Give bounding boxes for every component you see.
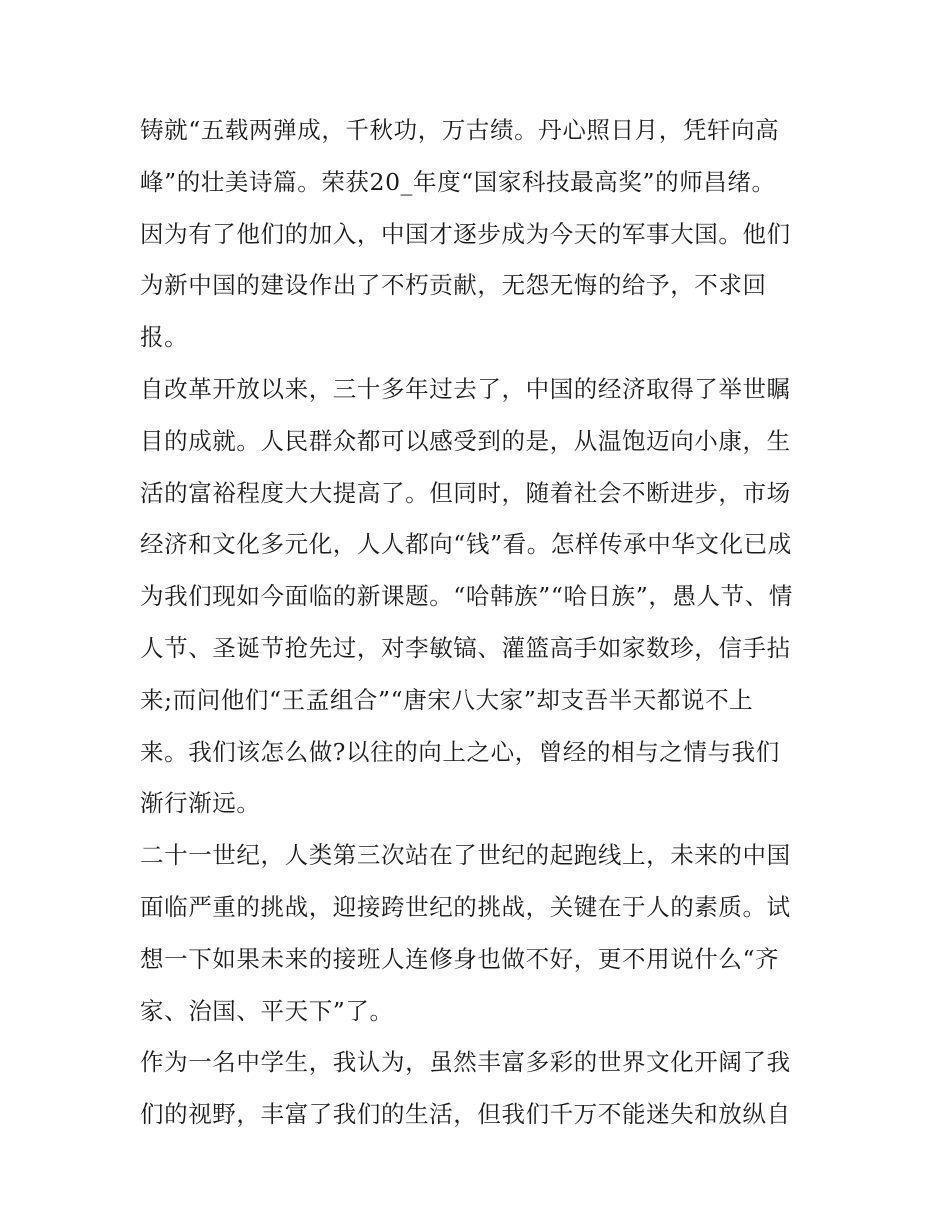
text-line: 面临严重的挑战，迎接跨世纪的挑战，关键在于人的素质。试 — [140, 892, 791, 921]
text-line: 目的成就。人民群众都可以感受到的是，从温饱迈向小康，生 — [140, 426, 791, 455]
text-line: 们的视野，丰富了我们的生活，但我们千万不能迷失和放纵自 — [140, 1100, 791, 1129]
text-line: 来。我们该怎么做?以往的向上之心，曾经的相与之情与我们 — [140, 737, 780, 766]
text-line: 铸就“五载两弹成，千秋功，万古绩。丹心照日月，凭轩向高 — [140, 116, 780, 144]
text-line: 为我们现如今面临的新课题。“哈韩族”“哈日族”，愚人节、情 — [140, 582, 793, 611]
essay-body — [140, 105, 820, 1141]
text-line: 经济和文化多元化，人人都向“钱”看。怎样传承中华文化已成 — [140, 530, 792, 559]
text-line: 人节、圣诞节抢先过，对李敏镐、灌篮高手如家数珍，信手拈 — [140, 633, 791, 662]
text-line: 因为有了他们的加入，中国才逐步成为今天的军事大国。他们 — [140, 219, 791, 248]
text-line: 二十一世纪，人类第三次站在了世纪的起跑线上，未来的中国 — [140, 841, 791, 870]
text-line: 自改革开放以来，三十多年过去了，中国的经济取得了举世瞩 — [140, 374, 791, 403]
text-line: 为新中国的建设作出了不朽贡献，无怨无悔的给予，不求回 — [140, 271, 767, 300]
text-line: 峰”的壮美诗篇。荣获20_年度“国家科技最高奖”的师昌绪。 — [140, 167, 776, 196]
text-line: 渐行渐远。 — [140, 789, 261, 818]
text-line: 家、治国、平天下”了。 — [140, 996, 394, 1025]
text-line: 作为一名中学生，我认为，虽然丰富多彩的世界文化开阔了我 — [140, 1048, 791, 1077]
text-line: 活的富裕程度大大提高了。但同时，随着社会不断进步，市场 — [140, 478, 791, 507]
text-line: 报。 — [140, 323, 189, 352]
text-line: 想一下如果未来的接班人连修身也做不好，更不用说什么“齐 — [140, 944, 780, 973]
text-line: 来;而问他们“王孟组合”“唐宋八大家”却支吾半天都说不上 — [140, 685, 754, 714]
